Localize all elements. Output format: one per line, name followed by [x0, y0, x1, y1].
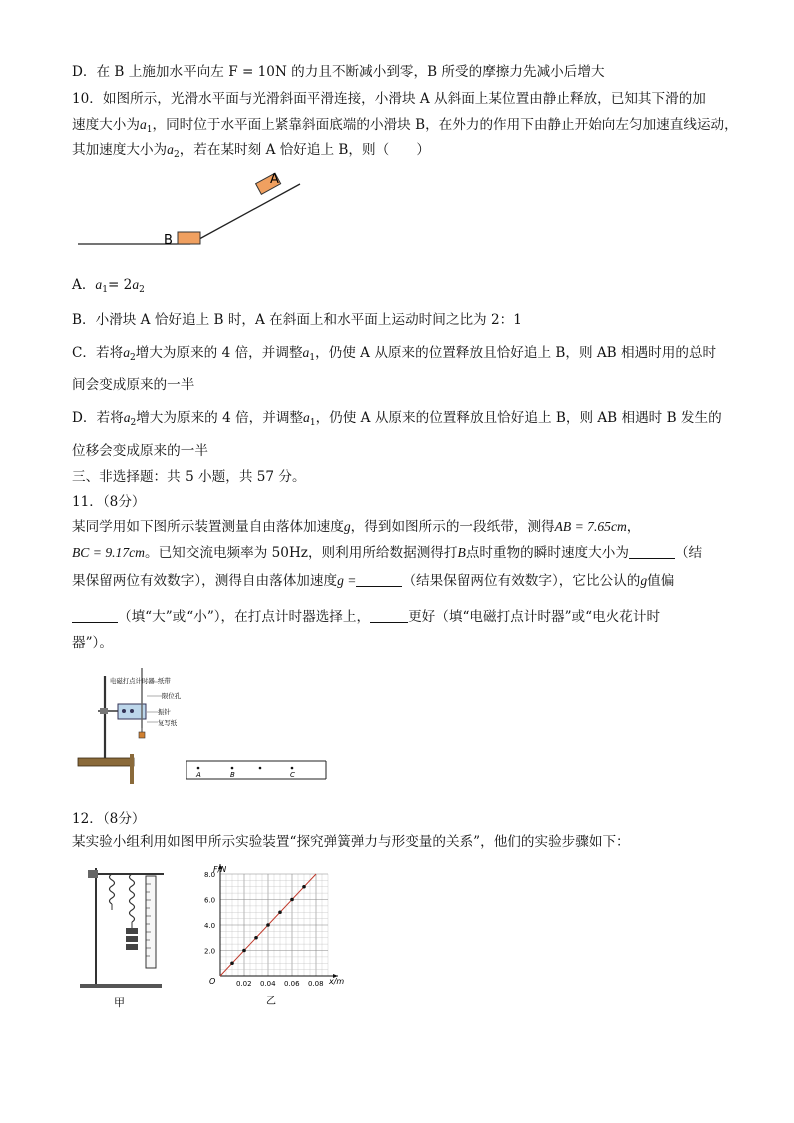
- q11-line-1: [72, 518, 640, 536]
- subscript: 1: [102, 285, 108, 295]
- symbol-a: a: [132, 277, 140, 292]
- caption-jia: 甲: [114, 996, 125, 1009]
- label-b: B: [164, 233, 173, 248]
- option-c-line-1: [72, 344, 716, 367]
- symbol-a: a: [123, 410, 131, 425]
- q12-heading: 12．（8分）: [72, 811, 146, 827]
- x-axis-label: x/m: [329, 977, 345, 986]
- incline-figure: [72, 166, 312, 252]
- option-b: B．小滑块 A 恰好追上 B 时，A 在斜面上和水平面上运动时间之比为 2：1: [72, 312, 522, 328]
- option-text: C．若将: [72, 345, 124, 361]
- answer-blank-timer[interactable]: [370, 610, 408, 623]
- q11-heading: 11．（8分）: [72, 494, 146, 510]
- q10-text: 其加速度大小为: [72, 142, 168, 158]
- paper-tape-figure: [186, 759, 328, 783]
- q11-text: 更好（填“电磁打点计时器”或“电火花计时: [408, 609, 661, 625]
- q12-line-1: 某实验小组利用如图甲所示实验装置“探究弹簧弹力与形变量的关系”，他们的实验步骤如下：: [72, 834, 630, 850]
- symbol-a: a: [302, 345, 310, 360]
- q11-line-4: [72, 608, 660, 626]
- measurement-ab: AB = 7.65cm: [554, 519, 627, 534]
- tape-dot-c: [291, 767, 294, 770]
- caption-yi: 乙: [266, 996, 276, 1007]
- carbon-paper-label: 复写纸: [158, 719, 178, 727]
- subscript: 1: [146, 125, 153, 135]
- tape-label-b: B: [230, 771, 235, 779]
- answer-blank-velocity[interactable]: [629, 546, 675, 559]
- symbol-g: g: [640, 573, 648, 588]
- data-point: [266, 923, 270, 927]
- origin-label: O: [209, 977, 216, 986]
- data-point: [242, 949, 246, 953]
- y-tick-label: 8.0: [204, 871, 216, 879]
- symbol-a: a: [139, 117, 147, 132]
- subscript: 2: [139, 285, 145, 295]
- q11-text: ，: [626, 519, 641, 535]
- limit-hole-label: 限位孔: [162, 692, 182, 700]
- symbol-g-eq: g =: [337, 573, 357, 588]
- y-tick-label: 2.0: [204, 947, 216, 956]
- q10-line-3: [72, 141, 430, 164]
- q10-line-1: 10．如图所示，光滑水平面与光滑斜面平滑连接，小滑块 A 从斜面上某位置由静止释放，已知其下滑的加: [72, 91, 706, 107]
- symbol-a: a: [303, 410, 310, 425]
- subscript: 2: [130, 418, 137, 428]
- q11-line-3: [72, 572, 674, 590]
- block-b: [178, 232, 200, 244]
- subscript: 2: [173, 150, 180, 160]
- option-text: D．若将: [72, 410, 124, 426]
- option-d-line-2: 位移会变成原来的一半: [72, 443, 208, 459]
- symbol-a: a: [95, 277, 103, 292]
- q10-text: ，同时位于水平面上紧靠斜面底端的小滑块 B，在外力的作用下由静止开始向左匀加速直线运动，: [152, 117, 738, 133]
- q11-line-2: [72, 544, 702, 562]
- q11-text: 点时重物的瞬时速度大小为: [465, 545, 629, 561]
- chart-axes: [218, 864, 338, 978]
- q10-text: 速度大小为: [72, 117, 140, 133]
- measurement-bc: BC = 9.17cm: [72, 545, 145, 560]
- label-a: A: [270, 172, 279, 187]
- tape-dot-mid: [259, 767, 262, 770]
- symbol-a: a: [123, 345, 130, 360]
- section-3-heading: 三、非选择题：共 5 小题，共 57 分。: [72, 469, 306, 485]
- data-point: [254, 936, 258, 940]
- y-tick-label: 4.0: [204, 922, 216, 930]
- data-point: [302, 885, 306, 889]
- q11-text: 某同学用如下图所示装置测量自由落体加速度: [72, 519, 344, 535]
- y-axis-label: F/N: [213, 865, 227, 874]
- x-tick-label: 0.02: [236, 980, 252, 988]
- q11-text: 值偏: [647, 573, 675, 589]
- subscript: 2: [129, 353, 136, 363]
- q11-line-5: 器”）。: [72, 635, 113, 651]
- spring-apparatus-figure: [74, 864, 174, 1010]
- q11-text: （结: [674, 545, 703, 561]
- q11-text: ，得到如图所示的一段纸带，测得: [350, 519, 555, 535]
- tape-label: 纸带: [158, 677, 171, 685]
- option-text: 增大为原来的 4 倍，并调整: [136, 410, 304, 426]
- x-tick-label: 0.08: [308, 980, 324, 988]
- option-d-prev: D．在 B 上施加水平向左 F = 10N 的力且不断减小到零，B 所受的摩擦力先减小后增大: [72, 64, 605, 80]
- symbol-b: B: [457, 545, 466, 560]
- option-a: [72, 276, 145, 299]
- tape-label-c: C: [290, 771, 295, 779]
- subscript: 1: [309, 418, 316, 428]
- symbol-g: g: [343, 519, 351, 534]
- option-text: 增大为原来的 4 倍，并调整: [135, 345, 303, 361]
- force-extension-chart: [196, 858, 352, 1008]
- data-point: [290, 898, 294, 902]
- q11-text: （填“大”或“小”），在打点计时器选择上，: [118, 609, 371, 625]
- needle-label: 振针: [158, 708, 171, 716]
- option-text: ，仍使 A 从原来的位置释放且恰好追上 B，则 AB 相遇时用的总时: [315, 345, 717, 361]
- q10-line-2: [72, 116, 738, 139]
- y-tick-label: 6.0: [204, 896, 216, 905]
- chart-grid: [220, 874, 328, 976]
- option-label: A．: [72, 277, 96, 293]
- symbol-a: a: [167, 142, 174, 157]
- option-d-line-1: [72, 409, 722, 432]
- tape-dot-a: [197, 767, 200, 770]
- equation: = 2: [107, 277, 133, 293]
- timer-label: 电磁打点计时器: [110, 677, 155, 685]
- q11-text: 果保留两位有效数字），测得自由落体加速度: [72, 573, 338, 589]
- option-text: ，仍使 A 从原来的位置释放且恰好追上 B，则 AB 相遇时 B 发生的: [315, 410, 722, 426]
- answer-blank-g[interactable]: [356, 574, 402, 587]
- tape-dot-b: [231, 767, 234, 770]
- subscript: 1: [309, 353, 316, 363]
- q11-text: 。已知交流电频率为 50Hz，则利用所给数据测得打: [144, 545, 458, 561]
- data-point: [278, 910, 282, 914]
- data-point: [230, 961, 234, 965]
- x-tick-label: 0.04: [260, 980, 276, 988]
- tape-label-a: A: [196, 771, 201, 779]
- option-c-line-2: 间会变成原来的一半: [72, 377, 195, 393]
- answer-blank-bigsmall[interactable]: [72, 610, 118, 623]
- q11-text: （结果保留两位有效数字），它比公认的: [402, 573, 641, 589]
- x-tick-label: 0.06: [284, 980, 300, 988]
- q10-text: ，若在某时刻 A 恰好追上 B，则（ ）: [179, 142, 430, 158]
